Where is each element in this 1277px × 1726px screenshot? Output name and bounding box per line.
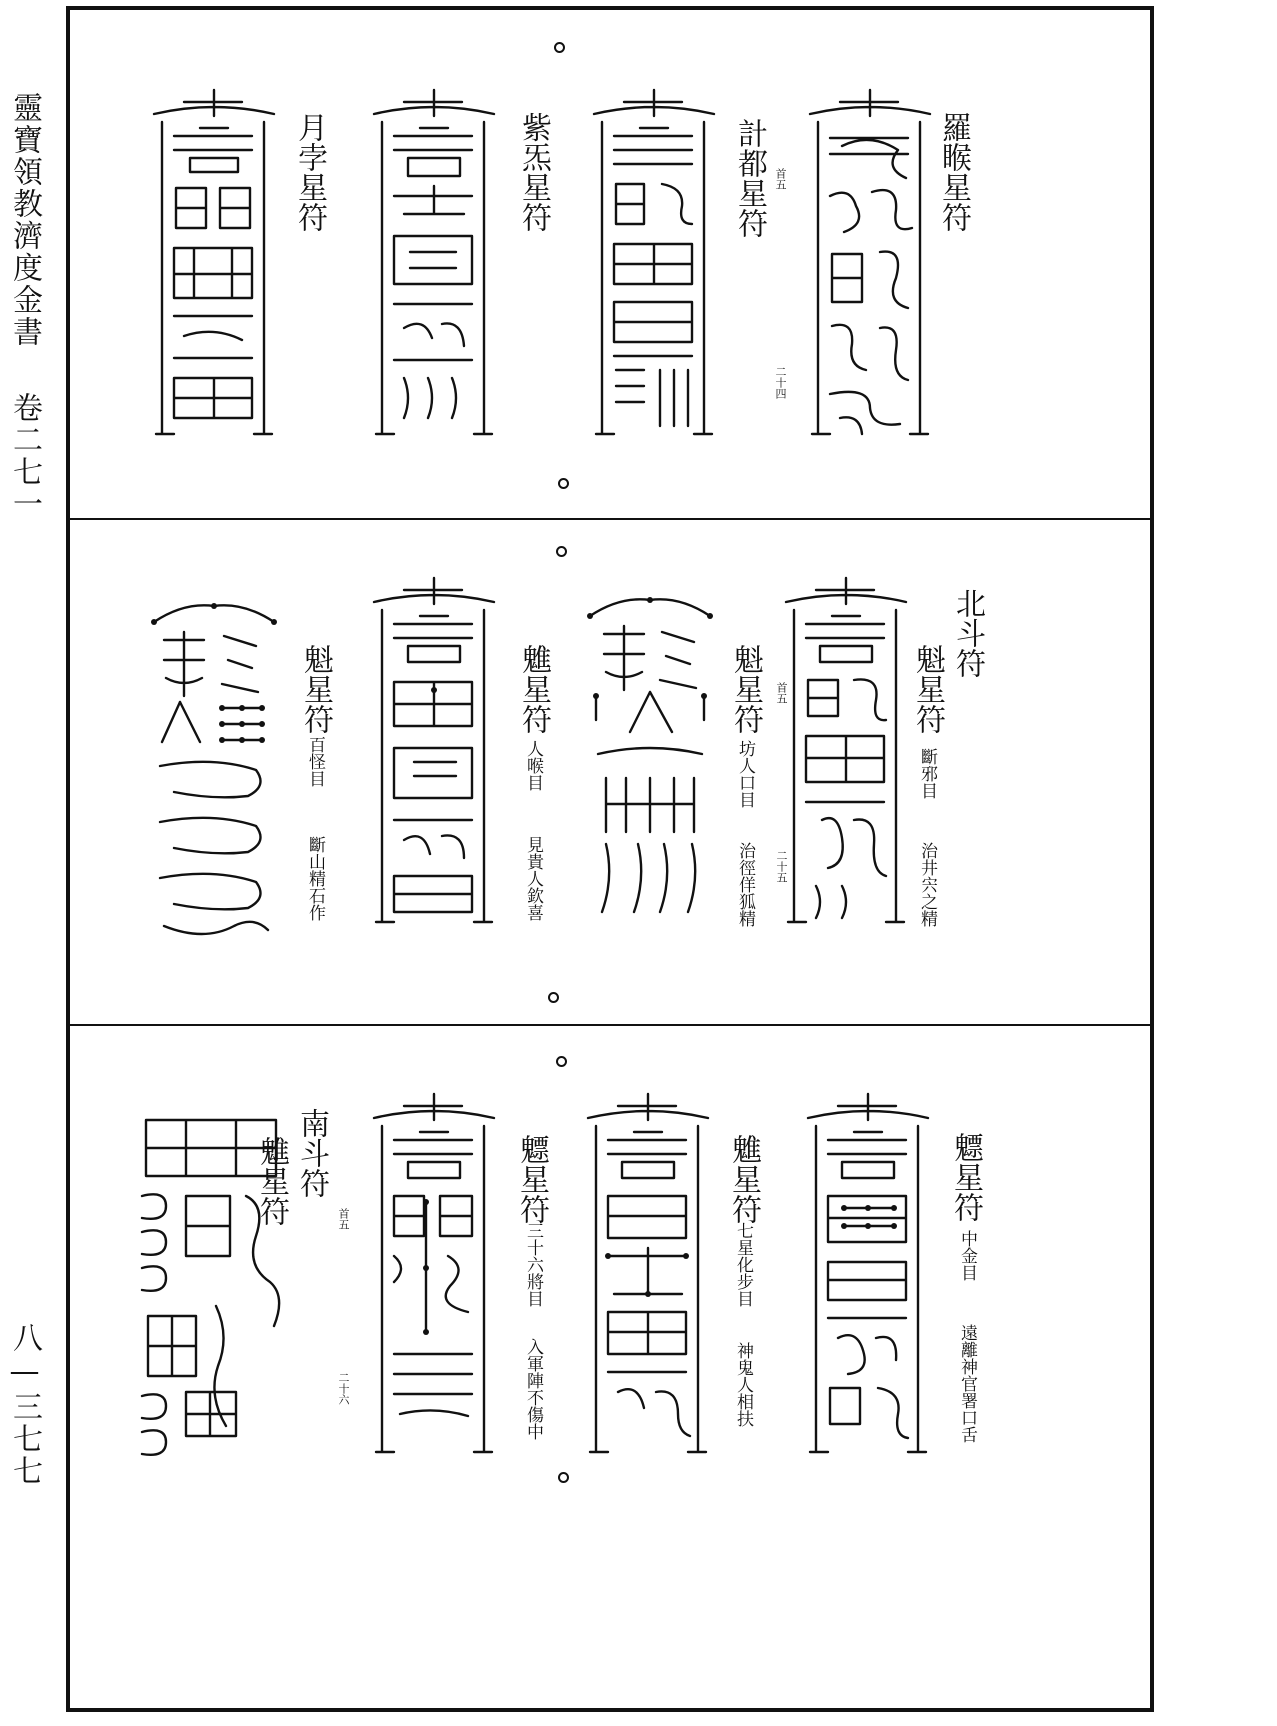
nandou-talisman-icon (578, 1092, 718, 1468)
panel-top (70, 10, 1150, 518)
talisman-purpose: 三十六將目 (523, 1222, 543, 1307)
section-heading: 南斗符 (294, 1108, 329, 1198)
page-mark: 二十四 (774, 366, 787, 399)
panel-bottom (70, 1024, 1150, 1708)
talisman-effect: 治徑佯狐精 (735, 842, 755, 927)
kui-star-talisman-icon (364, 576, 504, 938)
talisman-effect: 見貴人欽喜 (523, 836, 543, 921)
talisman-effect: 斷山精石作 (305, 836, 325, 921)
talisman-purpose: 中金目 (957, 1230, 977, 1281)
section-heading: 北斗符 (950, 588, 985, 678)
binding-ring-icon (556, 1056, 567, 1067)
nandou-talisman-icon (126, 1106, 296, 1466)
yuebei-talisman-icon (144, 88, 284, 450)
page-number: 八—三七七 (7, 1322, 42, 1487)
talisman-effect: 遠離神官署口舌 (957, 1324, 977, 1443)
talisman-label: 羅睺星符 (936, 112, 971, 232)
talisman-label: 魒星符 (514, 1134, 549, 1224)
talisman-effect: 入軍陣不傷中 (523, 1338, 543, 1440)
book-title: 靈寶領教濟度金書 (7, 92, 42, 348)
talisman-purpose: 七星化步目 (733, 1222, 753, 1307)
volume-label: 卷二七一 (7, 392, 42, 520)
page-mark: 二十六 (337, 1372, 350, 1405)
ketu-talisman-icon (584, 88, 724, 450)
talisman-purpose: 坊人口目 (735, 740, 755, 808)
talisman-label: 魋星符 (254, 1136, 289, 1226)
talisman-purpose: 人喉目 (523, 740, 543, 791)
talisman-label: 魋星符 (726, 1134, 761, 1224)
talisman-label: 魁星符 (910, 644, 945, 734)
page-frame (66, 6, 1154, 1712)
binding-ring-icon (548, 992, 559, 1003)
talisman-label: 魋星符 (516, 644, 551, 734)
talisman-purpose: 百怪目 (305, 736, 325, 787)
panel-middle (70, 518, 1150, 1024)
talisman-label: 計都星符 (732, 118, 767, 238)
nandou-talisman-icon (364, 1092, 504, 1468)
talisman-label: 月孛星符 (292, 112, 327, 232)
talisman-label: 紫炁星符 (516, 112, 551, 232)
binding-ring-icon (556, 546, 567, 557)
talisman-label: 魁星符 (728, 644, 763, 734)
page-mark: 二十五 (775, 850, 788, 883)
section-note: 首五 (774, 168, 787, 190)
section-note: 首五 (337, 1208, 350, 1230)
talisman-effect: 神鬼人相扶 (733, 1342, 753, 1427)
binding-ring-icon (554, 42, 565, 53)
binding-ring-icon (558, 1472, 569, 1483)
kui-star-talisman-icon (580, 582, 720, 942)
purple-qi-talisman-icon (364, 88, 504, 450)
rahu-talisman-icon (800, 88, 940, 450)
kui-star-talisman-icon (144, 586, 284, 946)
talisman-purpose: 斷邪目 (917, 748, 937, 799)
section-note: 首五 (775, 682, 788, 704)
nandou-talisman-icon (798, 1092, 938, 1468)
kui-star-talisman-icon (776, 576, 916, 938)
talisman-effect: 治井宍之精 (917, 842, 937, 927)
binding-ring-icon (558, 478, 569, 489)
talisman-label: 魁星符 (298, 644, 333, 734)
talisman-label: 魒星符 (948, 1132, 983, 1222)
